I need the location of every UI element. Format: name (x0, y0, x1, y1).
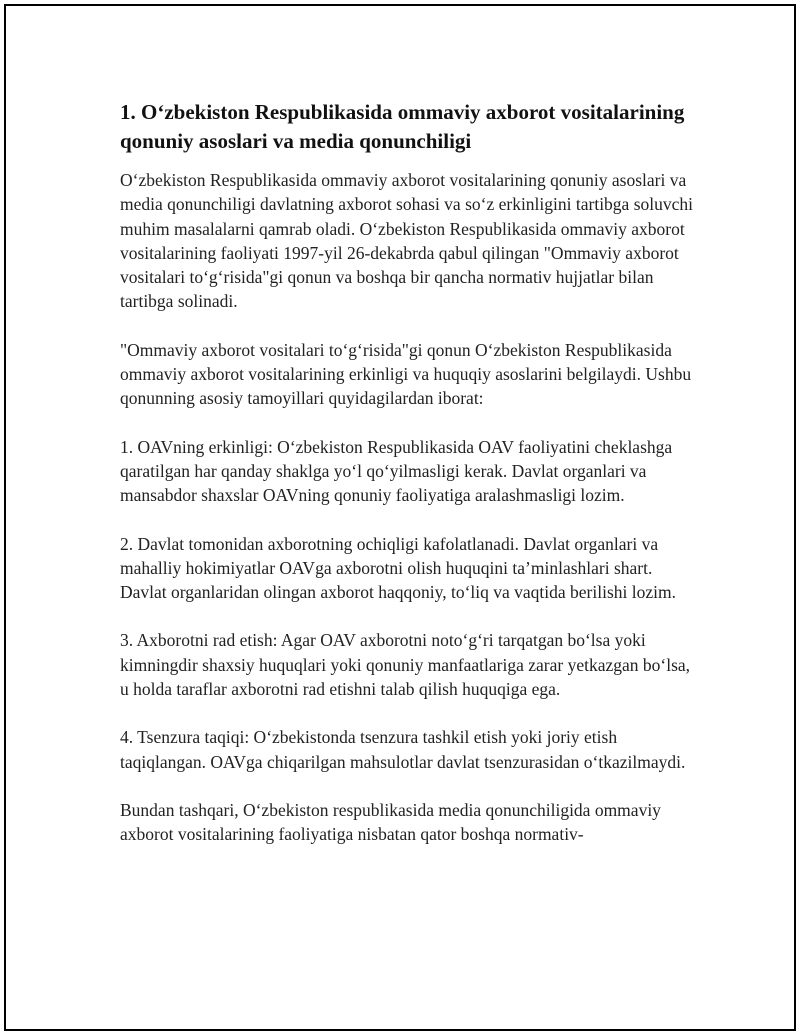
document-body (120, 98, 694, 871)
section-heading: 1. O‘zbekiston Respublikasida ommaviy axborot vositalarining qonuniy asoslari va media qonunchiligi (120, 100, 685, 153)
paragraph-item-2: 2. Davlat tomonidan axborotning ochiqligi kafolatlanadi. Davlat organlari va mahalliy hokimiyatlar OAVga axborotni olish huquqini ta’minlashlari shart. Davlat organlaridan olingan axborot haqqoniy, to‘liq va vaqtida berilishi lozim. (120, 533, 676, 603)
paragraph-closing: Bundan tashqari, O‘zbekiston respublikasida media qonunchiligida ommaviy axborot vositalarining faoliyatiga nisbatan qator boshqa normativ- (120, 799, 661, 845)
page-frame (4, 4, 796, 1031)
paragraph-intro: O‘zbekiston Respublikasida ommaviy axborot vositalarining qonuniy asoslari va media qonunchiligi davlatning axborot sohasi va so‘z erkinligini tartibga soluvchi muhim masalalarni qamrab oladi. O‘zbekiston Respublikasida ommaviy axborot vositalarining faoliyati 1997-yil 26-dekabrda qabul qilingan "Ommaviy axborot vositalari to‘g‘risida"gi qonun va boshqa bir qancha normativ hujjatlar bilan tartibga solinadi. (120, 170, 694, 312)
paragraph-item-1: 1. OAVning erkinligi: O‘zbekiston Respublikasida OAV faoliyatini cheklashga qaratilgan har qanday shaklga yo‘l qo‘yilmasligi kerak. Davlat organlari va mansabdor shaxslar OAVning qonuniy faoliyatiga aralashmasligi lozim. (120, 436, 673, 506)
paragraph-item-3: 3. Axborotni rad etish: Agar OAV axborotni noto‘g‘ri tarqatgan bo‘lsa yoki kimningdir shaxsiy huquqlari yoki qonuniy manfaatlariga zarar yetkazgan bo‘lsa, u holda taraflar axborotni rad etishni talab qilish huquqiga ega. (120, 630, 691, 700)
paragraph-law-principles: "Ommaviy axborot vositalari to‘g‘risida"gi qonun O‘zbekiston Respublikasida ommaviy axborot vositalarining erkinligi va huquqiy asoslarini belgilaydi. Ushbu qonunning asosiy tamoyillari quyidagilardan iborat: (120, 339, 692, 409)
paragraph-item-4: 4. Tsenzura taqiqi: O‘zbekistonda tsenzura tashkil etish yoki joriy etish taqiqlangan. OAVga chiqarilgan mahsulotlar davlat tsenzurasidan o‘tkazilmaydi. (120, 727, 686, 772)
